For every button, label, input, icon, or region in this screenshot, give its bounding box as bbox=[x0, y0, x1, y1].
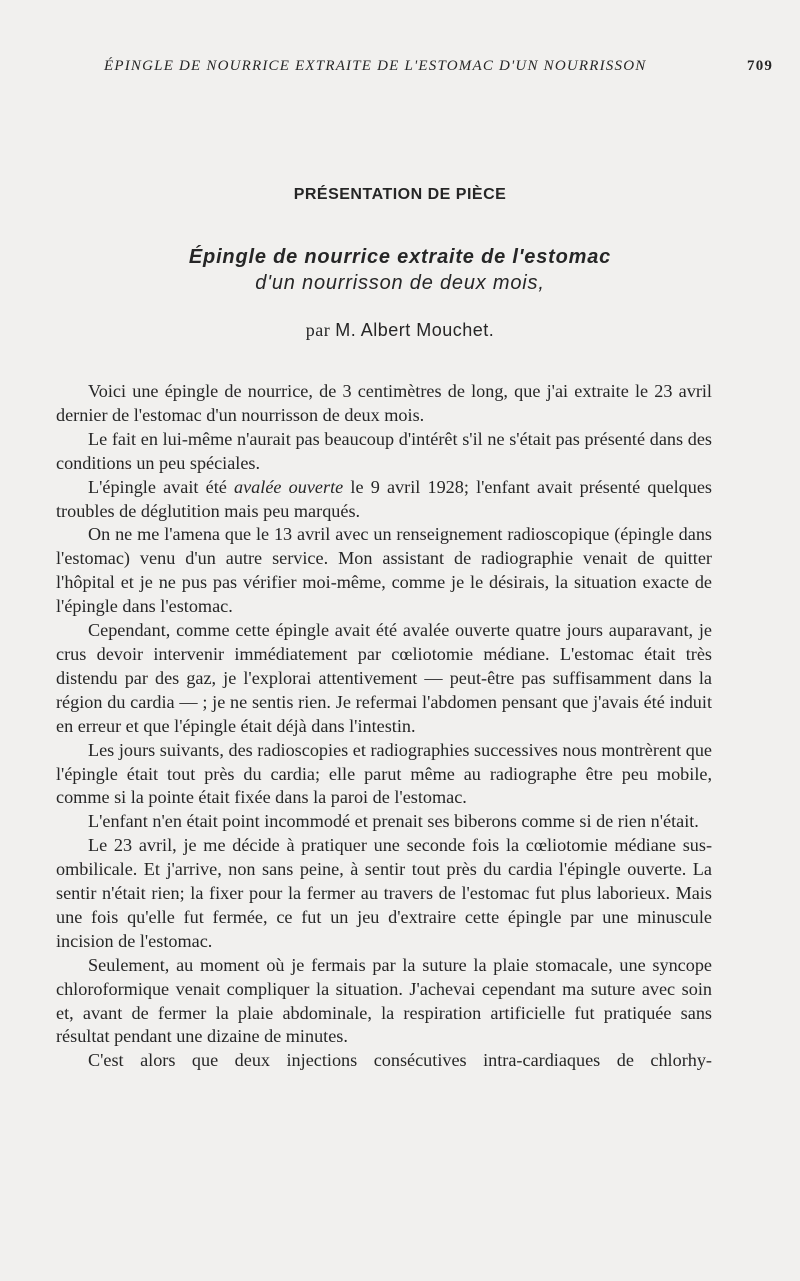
emphasis-avalee-ouverte: avalée ouverte bbox=[234, 476, 344, 497]
page-number: 709 bbox=[747, 58, 774, 74]
paragraph: Le fait en lui-même n'aurait pas beaucoup d'intérêt s'il ne s'était pas présenté dans des conditions un peu spéciales. bbox=[56, 428, 712, 473]
article-title-line-1: Épingle de nourrice extraite de l'estomac bbox=[188, 246, 612, 268]
paragraph: Cependant, comme cette épingle avait été avalée ouverte quatre jours auparavant, je crus devoir intervenir immédiatement par cœliotomie médiane. L'estomac était très distendu par des gaz, je l'explorai attentivement — peut-être pas suffisamment dans la région du cardia — ; je ne sentis rien. Je refermai l'abdomen pensant que j'avais été induit en erreur et que l'épingle était déjà dans l'intestin. bbox=[56, 620, 712, 736]
paragraph: Le 23 avril, je me décide à pratiquer une seconde fois la cœliotomie médiane sus-ombilicale. Et j'arrive, non sans peine, à sentir tout près du cardia l'épingle ouverte. La sentir n'était rien; la fixer pour la fermer au travers de l'estomac fut plus laborieux. Mais une fois qu'elle fut fermée, ce fut un jeu d'extraire cette épingle par une minuscule incision de l'estomac. bbox=[56, 835, 712, 951]
paragraph: L'enfant n'en était point incommodé et prenait ses biberons comme si de rien n'était. bbox=[88, 811, 699, 832]
running-header bbox=[0, 56, 800, 80]
author-name: M. Albert Mouchet. bbox=[335, 320, 495, 340]
section-title: PRÉSENTATION DE PIÈCE bbox=[293, 186, 507, 203]
byline-prefix: par bbox=[305, 320, 331, 340]
article-title-line-2: d'un nourrisson de deux mois, bbox=[255, 272, 545, 294]
paragraph: On ne me l'amena que le 13 avril avec un renseignement radioscopique (épingle dans l'estomac) venu d'un autre service. Mon assistant de radiographie venait de quitter l'hôpital et je ne pus pas vérifier moi-même, comme je le désirais, la situation exacte de l'épingle dans l'estomac. bbox=[56, 524, 712, 617]
paragraph: Voici une épingle de nourrice, de 3 centimètres de long, que j'ai extraite le 23 avril dernier de l'estomac d'un nourrisson de deux mois. bbox=[56, 381, 712, 425]
paragraph: C'est alors que deux injections consécutives intra-cardiaques de chlorhy- bbox=[88, 1050, 712, 1071]
paragraph bbox=[56, 476, 712, 524]
paragraph: Seulement, au moment où je fermais par la suture la plaie stomacale, une syncope chloroformique venait compliquer la situation. J'achevai cependant ma suture avec soin et, avant de fermer la plaie abdominale, la respiration artificielle fut pratiquée sans résultat pendant une dizaine de minutes. bbox=[56, 954, 712, 1047]
paragraph: Les jours suivants, des radioscopies et radiographies successives nous montrèrent que l'épingle était tout près du cardia; elle parut même au radiographe être peu mobile, comme si la pointe était fixée dans la paroi de l'estomac. bbox=[56, 739, 712, 808]
byline bbox=[0, 320, 800, 341]
running-title: ÉPINGLE DE NOURRICE EXTRAITE DE L'ESTOMAC D'UN NOURRISSON bbox=[104, 58, 647, 74]
article-body bbox=[56, 380, 712, 1073]
paragraph-text: L'épingle avait été bbox=[88, 476, 235, 497]
article-title bbox=[0, 244, 800, 296]
paragraph-text: le 9 avril 1928; l'enfant avait présenté quelques troubles de déglutition mais peu marqués. bbox=[56, 476, 712, 521]
